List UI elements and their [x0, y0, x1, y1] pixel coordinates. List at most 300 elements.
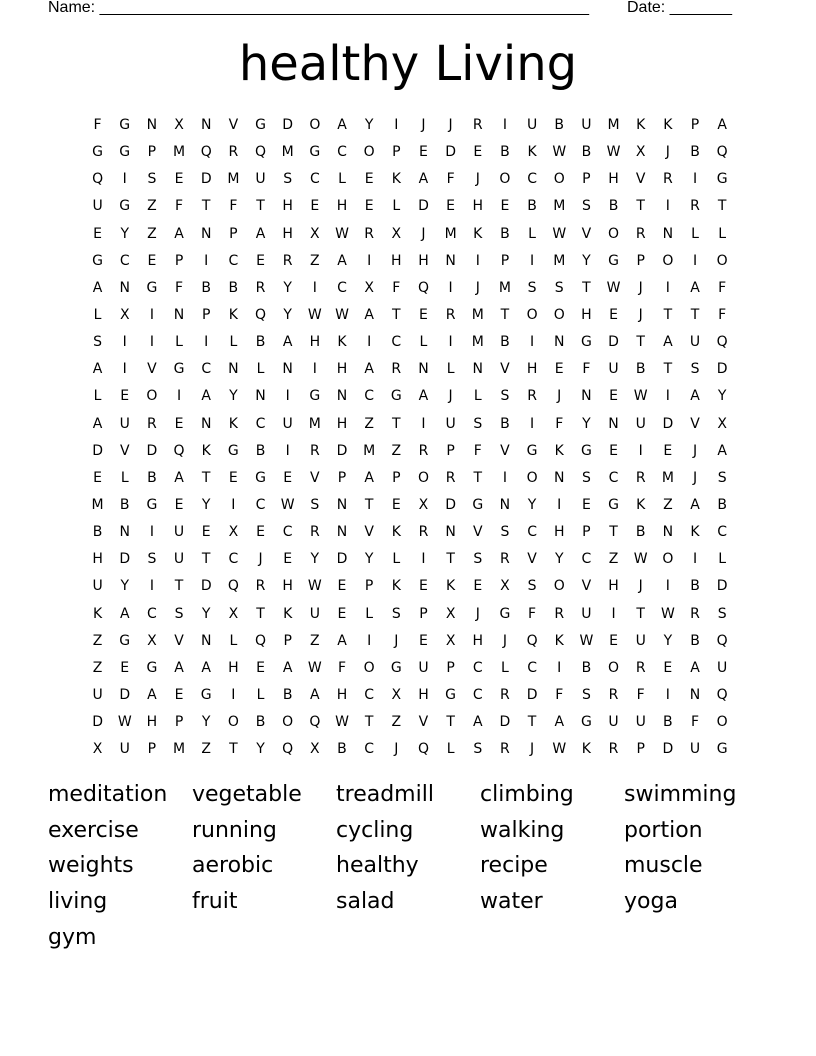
grid-letter: B	[147, 469, 157, 486]
grid-letter: C	[391, 334, 402, 351]
grid-letter: J	[530, 741, 535, 758]
grid-row	[84, 413, 736, 440]
word-bank-item: aerobic	[192, 853, 274, 879]
grid-letter: G	[119, 632, 131, 649]
grid-letter: C	[282, 524, 293, 541]
grid-letter: I	[448, 334, 453, 351]
grid-letter: E	[256, 659, 265, 676]
grid-letter: M	[308, 415, 321, 432]
grid-letter: A	[717, 117, 727, 133]
grid-letter: O	[608, 659, 620, 676]
grid-letter: H	[336, 415, 348, 432]
grid-letter: C	[255, 496, 266, 513]
grid-letter: F	[555, 686, 564, 703]
grid-letter: L	[338, 171, 346, 188]
grid-letter: I	[285, 442, 290, 459]
grid-row	[84, 223, 736, 250]
grid-letter: F	[690, 714, 700, 731]
grid-letter: I	[149, 578, 154, 595]
grid-letter: I	[367, 632, 372, 649]
grid-letter: X	[418, 496, 429, 513]
grid-letter: R	[228, 144, 239, 161]
grid-letter: C	[472, 686, 483, 703]
grid-letter: A	[255, 225, 266, 242]
grid-letter: T	[174, 578, 184, 595]
grid-letter: N	[200, 225, 212, 242]
grid-letter: S	[473, 741, 483, 758]
grid-letter: S	[147, 171, 157, 188]
word-bank-item: vegetable	[192, 782, 302, 807]
grid-letter: A	[717, 442, 727, 459]
grid-letter: Q	[716, 686, 728, 703]
grid-letter: B	[228, 279, 239, 296]
grid-letter: R	[418, 442, 429, 459]
grid-letter: U	[173, 551, 185, 568]
grid-letter: E	[473, 578, 483, 595]
grid-letter: W	[117, 714, 132, 731]
grid-letter: T	[690, 306, 700, 323]
grid-letter: C	[364, 686, 375, 703]
grid-letter: A	[337, 252, 347, 269]
grid-letter: L	[93, 306, 102, 323]
grid-letter: E	[337, 578, 347, 595]
grid-row	[84, 195, 736, 222]
grid-letter: R	[690, 198, 700, 215]
grid-letter: N	[662, 524, 674, 541]
grid-letter: U	[635, 632, 646, 649]
grid-letter: T	[663, 361, 673, 378]
grid-letter: B	[500, 144, 510, 161]
grid-letter: R	[445, 469, 456, 486]
grid-letter: V	[500, 361, 510, 378]
grid-letter: N	[119, 524, 130, 541]
grid-letter: R	[282, 252, 293, 269]
grid-letter: G	[526, 442, 538, 459]
grid-letter: D	[92, 714, 103, 731]
grid-letter: C	[527, 171, 537, 188]
grid-letter: T	[201, 469, 211, 486]
grid-letter: K	[391, 578, 401, 595]
grid-letter: B	[255, 714, 266, 731]
grid-letter: H	[418, 686, 429, 703]
grid-letter: E	[93, 469, 102, 486]
grid-letter: H	[336, 361, 348, 378]
grid-letter: S	[473, 415, 483, 432]
grid-letter: S	[93, 334, 103, 351]
grid-letter: Z	[663, 496, 673, 513]
grid-letter: X	[147, 632, 157, 649]
grid-letter: G	[716, 171, 728, 188]
grid-row	[84, 630, 736, 657]
grid-row	[84, 575, 736, 602]
grid-letter: U	[635, 415, 646, 432]
grid-letter: A	[147, 686, 157, 703]
grid-letter: P	[364, 578, 374, 595]
grid-letter: E	[391, 496, 401, 513]
grid-letter: F	[175, 279, 184, 296]
grid-row	[84, 114, 736, 141]
grid-letter: L	[446, 741, 455, 758]
grid-letter: S	[581, 469, 591, 486]
grid-letter: T	[473, 469, 483, 486]
grid-row	[84, 494, 736, 521]
grid-letter: O	[716, 252, 728, 269]
grid-letter: M	[281, 144, 294, 161]
grid-letter: F	[93, 117, 102, 133]
word-bank-item: meditation	[48, 782, 168, 807]
grid-letter: U	[119, 415, 130, 432]
grid-row	[84, 467, 736, 494]
grid-letter: A	[364, 469, 374, 486]
grid-letter: I	[176, 388, 182, 405]
grid-letter: S	[581, 198, 591, 215]
word-bank-item: cycling	[336, 817, 414, 843]
grid-letter: I	[231, 686, 236, 703]
grid-letter: J	[692, 469, 698, 486]
grid-letter: P	[337, 469, 347, 486]
grid-letter: C	[527, 524, 537, 541]
grid-letter: R	[635, 659, 646, 676]
grid-letter: Y	[283, 279, 292, 296]
grid-letter: Y	[256, 741, 265, 758]
grid-row	[84, 385, 736, 412]
grid-letter: A	[418, 171, 429, 188]
grid-letter: R	[500, 686, 510, 703]
grid-letter: L	[691, 225, 699, 242]
grid-letter: G	[119, 198, 131, 215]
grid-letter: A	[92, 415, 103, 432]
grid-letter: L	[93, 388, 102, 405]
grid-letter: K	[92, 605, 103, 622]
grid-letter: K	[473, 225, 483, 242]
grid-letter: D	[662, 741, 674, 758]
grid-letter: Y	[554, 551, 564, 568]
grid-letter: P	[283, 632, 292, 649]
grid-letter: A	[337, 117, 347, 133]
grid-row	[84, 711, 736, 738]
grid-letter: Q	[227, 578, 239, 595]
grid-letter: V	[310, 469, 320, 486]
grid-letter: H	[553, 524, 565, 541]
grid-letter: Y	[717, 388, 727, 405]
grid-letter: K	[554, 632, 564, 649]
grid-letter: I	[475, 252, 480, 269]
grid-letter: E	[663, 659, 673, 676]
grid-letter: T	[527, 714, 537, 731]
grid-letter: B	[119, 496, 130, 513]
grid-letter: D	[336, 551, 348, 568]
grid-letter: A	[92, 361, 103, 378]
grid-letter: Z	[391, 442, 402, 459]
grid-letter: H	[309, 334, 321, 351]
grid-letter: K	[283, 605, 293, 622]
grid-letter: I	[149, 334, 154, 351]
grid-letter: A	[690, 496, 700, 513]
grid-letter: V	[174, 632, 184, 649]
grid-letter: G	[580, 334, 592, 351]
grid-letter: L	[446, 361, 455, 378]
grid-letter: G	[472, 496, 484, 513]
grid-letter: A	[119, 605, 130, 622]
grid-letter: K	[228, 306, 238, 323]
grid-letter: A	[690, 659, 700, 676]
grid-letter: P	[446, 659, 455, 676]
grid-letter: E	[419, 632, 428, 649]
grid-letter: G	[92, 144, 103, 161]
grid-letter: A	[690, 279, 700, 296]
grid-letter: P	[174, 714, 184, 731]
grid-letter: M	[471, 334, 484, 351]
grid-letter: A	[472, 714, 483, 731]
grid-letter: I	[665, 198, 670, 215]
grid-letter: R	[472, 117, 483, 133]
word-bank-item: gym	[48, 924, 97, 950]
grid-letter: E	[93, 225, 102, 242]
grid-letter: C	[337, 144, 347, 161]
grid-letter: X	[717, 415, 727, 432]
grid-row	[84, 603, 736, 630]
grid-letter: G	[146, 496, 158, 513]
grid-letter: B	[581, 144, 592, 161]
grid-letter: A	[174, 225, 184, 242]
grid-letter: P	[582, 524, 591, 541]
grid-letter: J	[475, 605, 480, 622]
word-bank	[48, 780, 768, 958]
grid-letter: E	[500, 198, 510, 215]
grid-letter: E	[174, 171, 184, 188]
grid-letter: B	[337, 741, 347, 758]
grid-letter: O	[553, 171, 565, 188]
grid-letter: E	[120, 388, 130, 405]
grid-letter: R	[690, 605, 700, 622]
grid-row	[84, 548, 736, 575]
grid-letter: D	[716, 361, 728, 378]
grid-letter: Y	[120, 578, 130, 595]
word-bank-item: healthy	[336, 853, 419, 879]
grid-letter: J	[475, 279, 480, 296]
grid-letter: B	[500, 225, 510, 242]
grid-letter: I	[448, 279, 453, 296]
grid-letter: L	[256, 686, 265, 703]
grid-letter: Y	[120, 225, 130, 242]
grid-letter: N	[336, 524, 348, 541]
grid-letter: D	[200, 171, 212, 188]
word-bank-row	[48, 923, 768, 959]
grid-letter: T	[582, 279, 591, 296]
grid-letter: E	[337, 605, 347, 622]
grid-letter: G	[146, 659, 158, 676]
grid-letter: A	[201, 659, 211, 676]
grid-letter: Q	[716, 144, 728, 161]
grid-letter: Y	[582, 415, 591, 432]
grid-letter: T	[500, 306, 510, 323]
grid-letter: R	[527, 388, 537, 405]
grid-letter: T	[663, 306, 673, 323]
grid-letter: T	[201, 198, 211, 215]
grid-letter: P	[582, 171, 591, 188]
grid-letter: N	[228, 361, 239, 378]
grid-letter: C	[337, 279, 347, 296]
word-bank-item: muscle	[624, 853, 703, 879]
grid-letter: Y	[364, 551, 374, 568]
grid-letter: A	[663, 334, 673, 351]
grid-letter: J	[448, 388, 453, 405]
grid-letter: H	[418, 252, 429, 269]
grid-letter: V	[581, 578, 592, 595]
grid-letter: K	[581, 741, 591, 758]
grid-letter: Y	[527, 496, 537, 513]
grid-letter: H	[282, 198, 293, 215]
name-field: Name: _______________________________________________________	[48, 0, 589, 16]
grid-letter: K	[391, 171, 401, 188]
grid-letter: S	[554, 279, 564, 296]
grid-letter: T	[636, 605, 645, 622]
grid-letter: I	[231, 496, 236, 513]
grid-letter: I	[502, 469, 507, 486]
grid-letter: V	[147, 361, 157, 378]
grid-letter: C	[608, 469, 619, 486]
grid-letter: U	[119, 741, 130, 758]
grid-letter: K	[636, 117, 646, 133]
grid-letter: I	[312, 279, 317, 296]
grid-letter: T	[392, 415, 401, 432]
grid-letter: Q	[92, 171, 104, 188]
grid-letter: I	[530, 252, 535, 269]
grid-letter: E	[581, 496, 591, 513]
grid-letter: O	[309, 117, 321, 133]
grid-letter: M	[173, 144, 186, 161]
grid-row	[84, 141, 736, 168]
grid-letter: C	[255, 415, 266, 432]
word-bank-item: climbing	[480, 782, 574, 807]
grid-letter: Q	[282, 741, 294, 758]
grid-letter: Q	[526, 632, 538, 649]
grid-letter: Z	[147, 198, 157, 215]
grid-letter: B	[717, 496, 727, 513]
grid-letter: C	[472, 659, 483, 676]
grid-letter: L	[229, 334, 238, 351]
grid-letter: D	[282, 117, 294, 133]
grid-letter: E	[174, 496, 184, 513]
grid-letter: E	[364, 171, 374, 188]
grid-letter: R	[608, 686, 619, 703]
grid-letter: T	[201, 551, 211, 568]
grid-letter: C	[147, 605, 157, 622]
grid-letter: C	[309, 171, 320, 188]
grid-letter: Y	[283, 306, 292, 323]
grid-letter: N	[336, 496, 348, 513]
grid-letter: L	[392, 198, 401, 215]
grid-letter: T	[717, 198, 727, 215]
grid-letter: X	[174, 117, 184, 133]
grid-letter: I	[665, 578, 670, 595]
grid-letter: L	[256, 361, 265, 378]
grid-letter: U	[526, 117, 538, 133]
grid-letter: E	[283, 551, 293, 568]
grid-letter: V	[418, 714, 429, 731]
grid-letter: B	[608, 198, 619, 215]
grid-letter: Q	[200, 144, 212, 161]
grid-letter: H	[282, 225, 293, 242]
grid-letter: O	[608, 225, 620, 242]
grid-letter: R	[635, 225, 646, 242]
grid-letter: X	[445, 605, 456, 622]
grid-letter: U	[173, 524, 185, 541]
grid-letter: P	[147, 741, 157, 758]
word-bank-item: living	[48, 889, 108, 915]
grid-letter: E	[446, 198, 456, 215]
grid-letter: N	[581, 388, 592, 405]
grid-letter: H	[472, 198, 484, 215]
grid-letter: O	[526, 306, 538, 323]
grid-letter: E	[228, 469, 238, 486]
grid-letter: F	[337, 659, 347, 676]
grid-letter: H	[92, 551, 103, 568]
grid-letter: J	[394, 632, 399, 649]
grid-letter: I	[204, 334, 209, 351]
grid-letter: U	[608, 361, 619, 378]
grid-letter: N	[200, 415, 212, 432]
grid-letter: J	[638, 578, 643, 595]
grid-letter: N	[200, 117, 212, 133]
word-bank-row	[48, 816, 768, 852]
grid-letter: H	[336, 686, 348, 703]
grid-letter: Z	[608, 551, 619, 568]
grid-letter: R	[309, 442, 320, 459]
grid-letter: E	[201, 524, 211, 541]
grid-letter: X	[500, 578, 510, 595]
grid-letter: Y	[582, 252, 591, 269]
grid-letter: X	[228, 605, 239, 622]
grid-letter: A	[690, 388, 700, 405]
grid-letter: B	[690, 578, 700, 595]
grid-letter: O	[363, 659, 375, 676]
grid-row	[84, 331, 736, 358]
grid-letter: B	[554, 117, 565, 133]
grid-letter: Q	[309, 714, 321, 731]
grid-letter: L	[419, 334, 428, 351]
grid-letter: I	[665, 279, 670, 296]
grid-row	[84, 684, 736, 711]
grid-letter: Z	[92, 659, 103, 676]
word-bank-item: walking	[480, 817, 565, 843]
grid-letter: T	[609, 524, 618, 541]
grid-letter: Q	[417, 741, 429, 758]
grid-letter: X	[364, 279, 374, 296]
grid-letter: S	[147, 551, 157, 568]
grid-letter: C	[717, 524, 728, 541]
grid-letter: S	[500, 524, 510, 541]
grid-letter: C	[201, 361, 212, 378]
grid-letter: F	[718, 279, 727, 296]
grid-letter: E	[174, 415, 184, 432]
grid-letter: Z	[391, 714, 402, 731]
grid-letter: A	[554, 714, 565, 731]
grid-letter: S	[690, 361, 700, 378]
grid-letter: M	[498, 279, 511, 296]
word-bank-item: treadmill	[336, 782, 434, 807]
grid-letter: B	[500, 415, 510, 432]
grid-letter: M	[444, 225, 457, 242]
grid-letter: S	[717, 605, 727, 622]
grid-letter: S	[527, 279, 537, 296]
grid-letter: M	[227, 171, 240, 188]
grid-letter: K	[554, 442, 564, 459]
grid-letter: V	[500, 442, 510, 459]
grid-letter: X	[391, 686, 402, 703]
grid-letter: O	[499, 171, 511, 188]
grid-letter: U	[689, 334, 701, 351]
